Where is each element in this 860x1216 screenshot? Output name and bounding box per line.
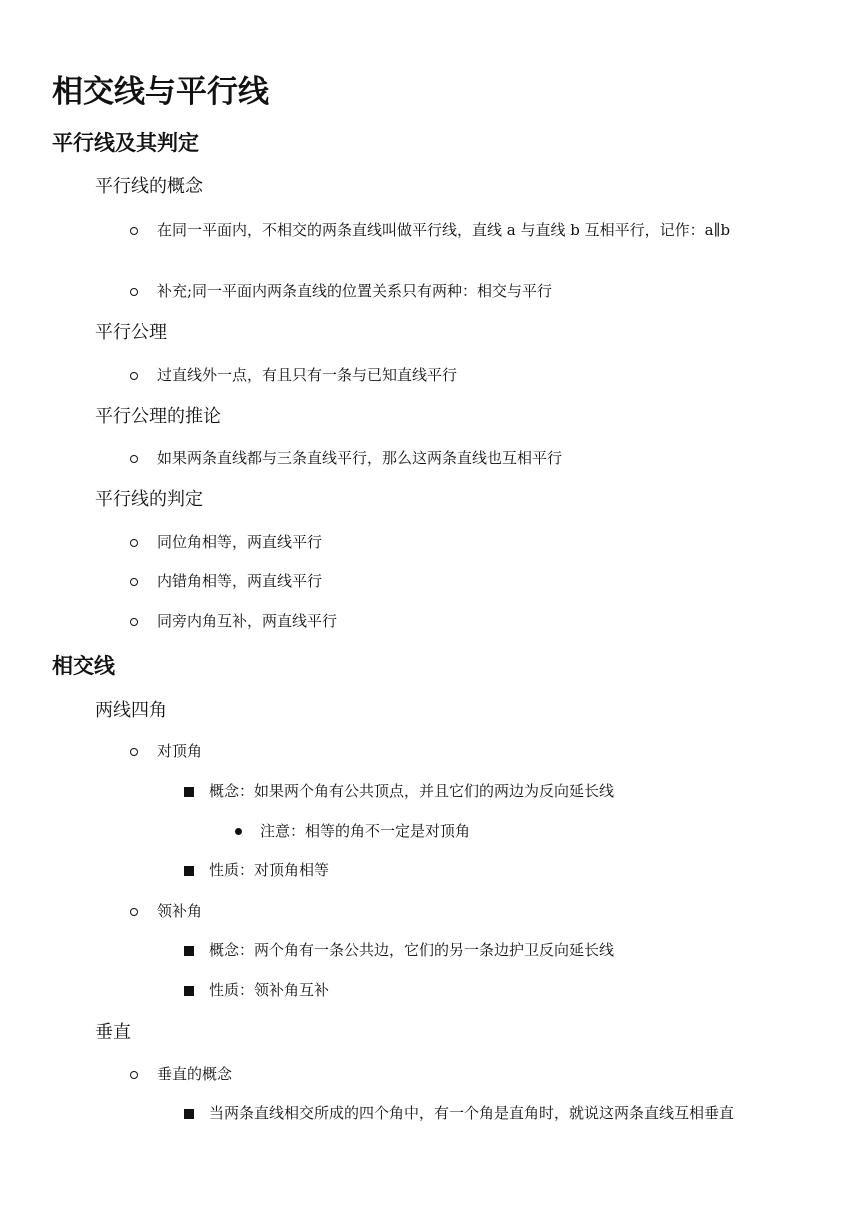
list-item: 当两条直线相交所成的四个角中，有一个角是直角时，就说这两条直线互相垂直 bbox=[209, 1104, 735, 1122]
list-item: 内错角相等，两直线平行 bbox=[157, 572, 323, 590]
section-heading-parallel: 平行线及其判定 bbox=[52, 131, 199, 155]
circle-bullet-icon bbox=[130, 539, 138, 547]
dot-bullet-icon bbox=[235, 828, 242, 835]
list-item: 同位角相等，两直线平行 bbox=[157, 533, 323, 551]
circle-bullet-icon bbox=[130, 618, 138, 626]
circle-bullet-icon bbox=[130, 1071, 138, 1079]
list-item: 概念：两个角有一条公共边，它们的另一条边护卫反向延长线 bbox=[209, 941, 615, 959]
page-title: 相交线与平行线 bbox=[52, 74, 269, 110]
subheading-parallel-concept: 平行线的概念 bbox=[95, 176, 203, 197]
subheading-perpendicular: 垂直 bbox=[95, 1022, 131, 1043]
list-item: 过直线外一点，有且只有一条与已知直线平行 bbox=[157, 366, 458, 384]
circle-bullet-icon bbox=[130, 288, 138, 296]
list-item: 性质：对顶角相等 bbox=[209, 861, 330, 879]
circle-bullet-icon bbox=[130, 578, 138, 586]
list-item: 概念：如果两个角有公共顶点，并且它们的两边为反向延长线 bbox=[209, 782, 615, 800]
square-bullet-icon bbox=[184, 1109, 194, 1119]
section-heading-intersecting: 相交线 bbox=[52, 654, 115, 678]
square-bullet-icon bbox=[184, 986, 194, 996]
circle-bullet-icon bbox=[130, 455, 138, 463]
square-bullet-icon bbox=[184, 946, 194, 956]
list-item: 对顶角 bbox=[157, 742, 203, 760]
circle-bullet-icon bbox=[130, 748, 138, 756]
list-item: 如果两条直线都与三条直线平行，那么这两条直线也互相平行 bbox=[157, 449, 563, 467]
list-item: 在同一平面内，不相交的两条直线叫做平行线，直线 a 与直线 b 互相平行，记作：a∥b bbox=[157, 221, 731, 239]
list-item: 领补角 bbox=[157, 902, 203, 920]
subheading-two-lines-four-angles: 两线四角 bbox=[95, 700, 167, 721]
subheading-parallel-axiom: 平行公理 bbox=[95, 322, 167, 343]
subheading-axiom-corollary: 平行公理的推论 bbox=[95, 406, 221, 427]
list-item: 同旁内角互补，两直线平行 bbox=[157, 612, 338, 630]
circle-bullet-icon bbox=[130, 908, 138, 916]
square-bullet-icon bbox=[184, 787, 194, 797]
square-bullet-icon bbox=[184, 866, 194, 876]
subheading-parallel-criteria: 平行线的判定 bbox=[95, 489, 203, 510]
circle-bullet-icon bbox=[130, 372, 138, 380]
list-item: 补充;同一平面内两条直线的位置关系只有两种：相交与平行 bbox=[157, 282, 553, 300]
list-item: 性质：领补角互补 bbox=[209, 981, 330, 999]
circle-bullet-icon bbox=[130, 227, 138, 235]
list-item: 注意：相等的角不一定是对顶角 bbox=[260, 822, 471, 840]
list-item: 垂直的概念 bbox=[157, 1065, 233, 1083]
